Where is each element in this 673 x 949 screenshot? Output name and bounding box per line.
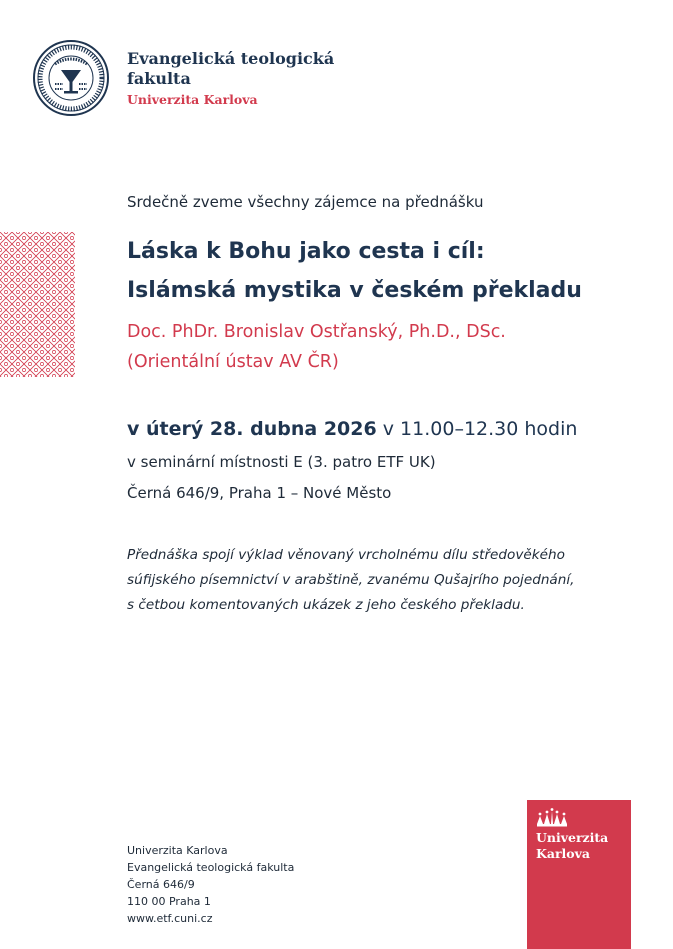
event-room: v seminární místnosti E (3. patro ETF UK) [127, 453, 436, 471]
lecture-title-line-1: Láska k Bohu jako cesta i cíl: [127, 239, 485, 264]
university-brand-box [527, 800, 631, 949]
footer-line: 110 00 Praha 1 [127, 895, 211, 908]
speaker-affiliation: (Orientální ústav AV ČR) [127, 352, 339, 372]
event-datetime [127, 418, 577, 440]
faculty-seal-icon [33, 40, 109, 116]
event-date: v úterý 28. dubna 2026 [127, 418, 377, 440]
decorative-pattern [0, 232, 75, 377]
description-line: s četbou komentovaných ukázek z jeho českého překladu. [127, 597, 525, 613]
description-line: súfijského písemnictví v arabštině, zvanému Qušajrího pojednání, [127, 572, 575, 588]
brand-box-line-2: Karlova [536, 846, 590, 861]
footer-contact [127, 842, 294, 927]
event-time: v 11.00–12.30 hodin [382, 418, 578, 440]
brand-box-text [536, 830, 608, 862]
event-address: Černá 646/9, Praha 1 – Nové Město [127, 484, 392, 502]
invitation-text: Srdečně zveme všechny zájemce na přednášku [127, 193, 484, 211]
footer-line: Univerzita Karlova [127, 844, 228, 857]
footer-website[interactable]: www.etf.cuni.cz [127, 912, 213, 925]
faculty-name: Evangelická teologická fakulta [127, 49, 335, 88]
description-line: Přednáška spojí výklad věnovaný vrcholnému dílu středověkého [127, 547, 565, 563]
footer-line: Evangelická teologická fakulta [127, 861, 295, 874]
lecture-title-line-2: Islámská mystika v českém překladu [127, 278, 582, 303]
speaker-name: Doc. PhDr. Bronislav Ostřanský, Ph.D., DSc. [127, 322, 506, 342]
brand-box-line-1: Univerzita [536, 830, 609, 845]
crown-icon [535, 808, 569, 828]
footer-line: Černá 646/9 [127, 878, 195, 891]
lecture-description [127, 543, 607, 618]
university-name: Univerzita Karlova [127, 92, 258, 107]
